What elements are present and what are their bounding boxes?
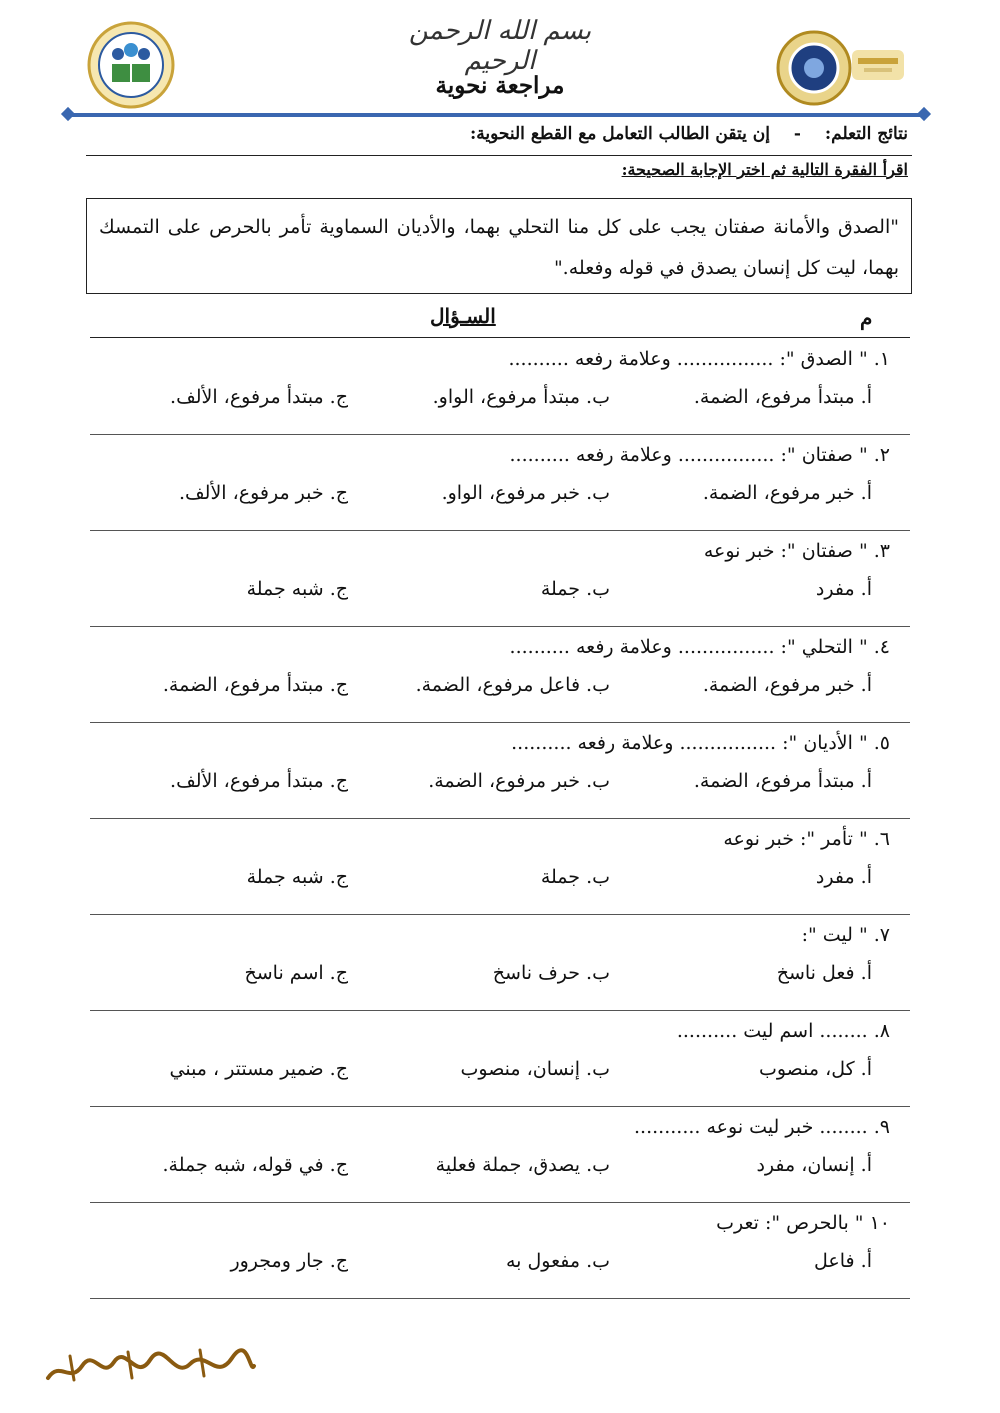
school-logo-icon — [86, 20, 176, 110]
instruction: اقرأ الفقرة التالية ثم اختر الإجابة الصحيحة: — [621, 160, 908, 179]
option-a[interactable]: أ. فعل ناسخ — [776, 962, 872, 984]
learning-outcome-text: إن يتقن الطالب التعامل مع القطع النحوية: — [469, 124, 770, 144]
option-b[interactable]: ب. جملة — [540, 866, 610, 888]
basmala-calligraphy: بسم الله الرحمن الرحيم — [408, 16, 592, 76]
question-text: ٧. " ليت ": — [801, 924, 890, 946]
question-item — [90, 626, 910, 723]
option-c[interactable]: ج. خبر مرفوع، الألف. — [178, 482, 348, 504]
option-b[interactable]: ب. حرف ناسخ — [492, 962, 610, 984]
question-text: ٨. ........ اسم ليت .......... — [676, 1020, 890, 1042]
signature-icon — [40, 1340, 260, 1390]
option-a[interactable]: أ. مفرد — [815, 578, 872, 600]
option-a[interactable]: أ. إنسان، مفرد — [756, 1154, 872, 1176]
option-b[interactable]: ب. جملة — [540, 578, 610, 600]
question-text: ٦. " تأمر ": خبر نوعه — [723, 828, 890, 850]
option-a[interactable]: أ. خبر مرفوع، الضمة. — [702, 482, 872, 504]
question-item — [90, 338, 910, 435]
question-text: ٤. " التحلي ": ................ وعلامة رفعه .......... — [509, 636, 890, 658]
question-item — [90, 1106, 910, 1203]
divider — [86, 155, 912, 156]
option-b[interactable]: ب. إنسان، منصوب — [460, 1058, 610, 1080]
option-c[interactable]: ج. شبه جملة — [246, 578, 348, 600]
option-c[interactable]: ج. في قوله، شبه جملة. — [162, 1154, 348, 1176]
learning-outcomes-label: نتائج التعلم: — [824, 124, 908, 144]
question-text: ١. " الصدق ": ................ وعلامة رفعه .......... — [508, 348, 890, 370]
question-text: ٩. ........ خبر ليت نوعه ........... — [634, 1116, 890, 1138]
option-b[interactable]: ب. مفعول به — [505, 1250, 610, 1272]
institute-logo-icon — [772, 28, 912, 108]
option-b[interactable]: ب. فاعل مرفوع، الضمة. — [415, 674, 610, 696]
option-a[interactable]: أ. فاعل — [814, 1250, 872, 1272]
reading-passage: "الصدق والأمانة صفتان يجب على كل منا التحلي بهما، والأديان السماوية تأمر بالحرص على التمسك بهما، ليت كل إنسان يصدق في قوله وفعله." — [86, 198, 912, 294]
question-item — [90, 818, 910, 915]
question-item — [90, 914, 910, 1011]
option-c[interactable]: ج. جار ومجرور — [230, 1250, 348, 1272]
header-divider — [70, 113, 922, 117]
option-c[interactable]: ج. مبتدأ مرفوع، الألف. — [170, 386, 348, 408]
column-number-header: م — [860, 306, 873, 330]
question-item — [90, 1010, 910, 1107]
option-a[interactable]: أ. كل، منصوب — [758, 1058, 872, 1080]
outcomes-separator: - — [793, 124, 801, 144]
question-text: ٥. " الأديان ": ................ وعلامة رفعه .......... — [511, 732, 890, 754]
option-c[interactable]: ج. شبه جملة — [246, 866, 348, 888]
option-c[interactable]: ج. اسم ناسخ — [244, 962, 348, 984]
option-a[interactable]: أ. خبر مرفوع، الضمة. — [702, 674, 872, 696]
question-item — [90, 1202, 910, 1299]
option-c[interactable]: ج. ضمير مستتر ، مبني — [169, 1058, 348, 1080]
option-a[interactable]: أ. مبتدأ مرفوع، الضمة. — [693, 386, 872, 408]
page-title: مراجعة نحوية — [435, 72, 565, 99]
question-text: ٣. " صفتان ": خبر نوعه — [703, 540, 890, 562]
option-c[interactable]: ج. مبتدأ مرفوع، الألف. — [170, 770, 348, 792]
question-item — [90, 530, 910, 627]
option-b[interactable]: ب. خبر مرفوع، الواو. — [441, 482, 610, 504]
option-a[interactable]: أ. مفرد — [815, 866, 872, 888]
learning-outcomes — [88, 124, 908, 144]
option-c[interactable]: ج. مبتدأ مرفوع، الضمة. — [162, 674, 348, 696]
column-question-header: السـؤال — [430, 304, 496, 328]
option-b[interactable]: ب. يصدق، جملة فعلية — [435, 1154, 610, 1176]
option-b[interactable]: ب. خبر مرفوع، الضمة. — [428, 770, 610, 792]
question-item — [90, 722, 910, 819]
question-text: ٢. " صفتان ": ................ وعلامة رفعه .......... — [509, 444, 890, 466]
option-a[interactable]: أ. مبتدأ مرفوع، الضمة. — [693, 770, 872, 792]
question-item — [90, 434, 910, 531]
option-b[interactable]: ب. مبتدأ مرفوع، الواو. — [432, 386, 610, 408]
question-text: ١٠ " بالحرص ": تعرب — [716, 1212, 890, 1234]
